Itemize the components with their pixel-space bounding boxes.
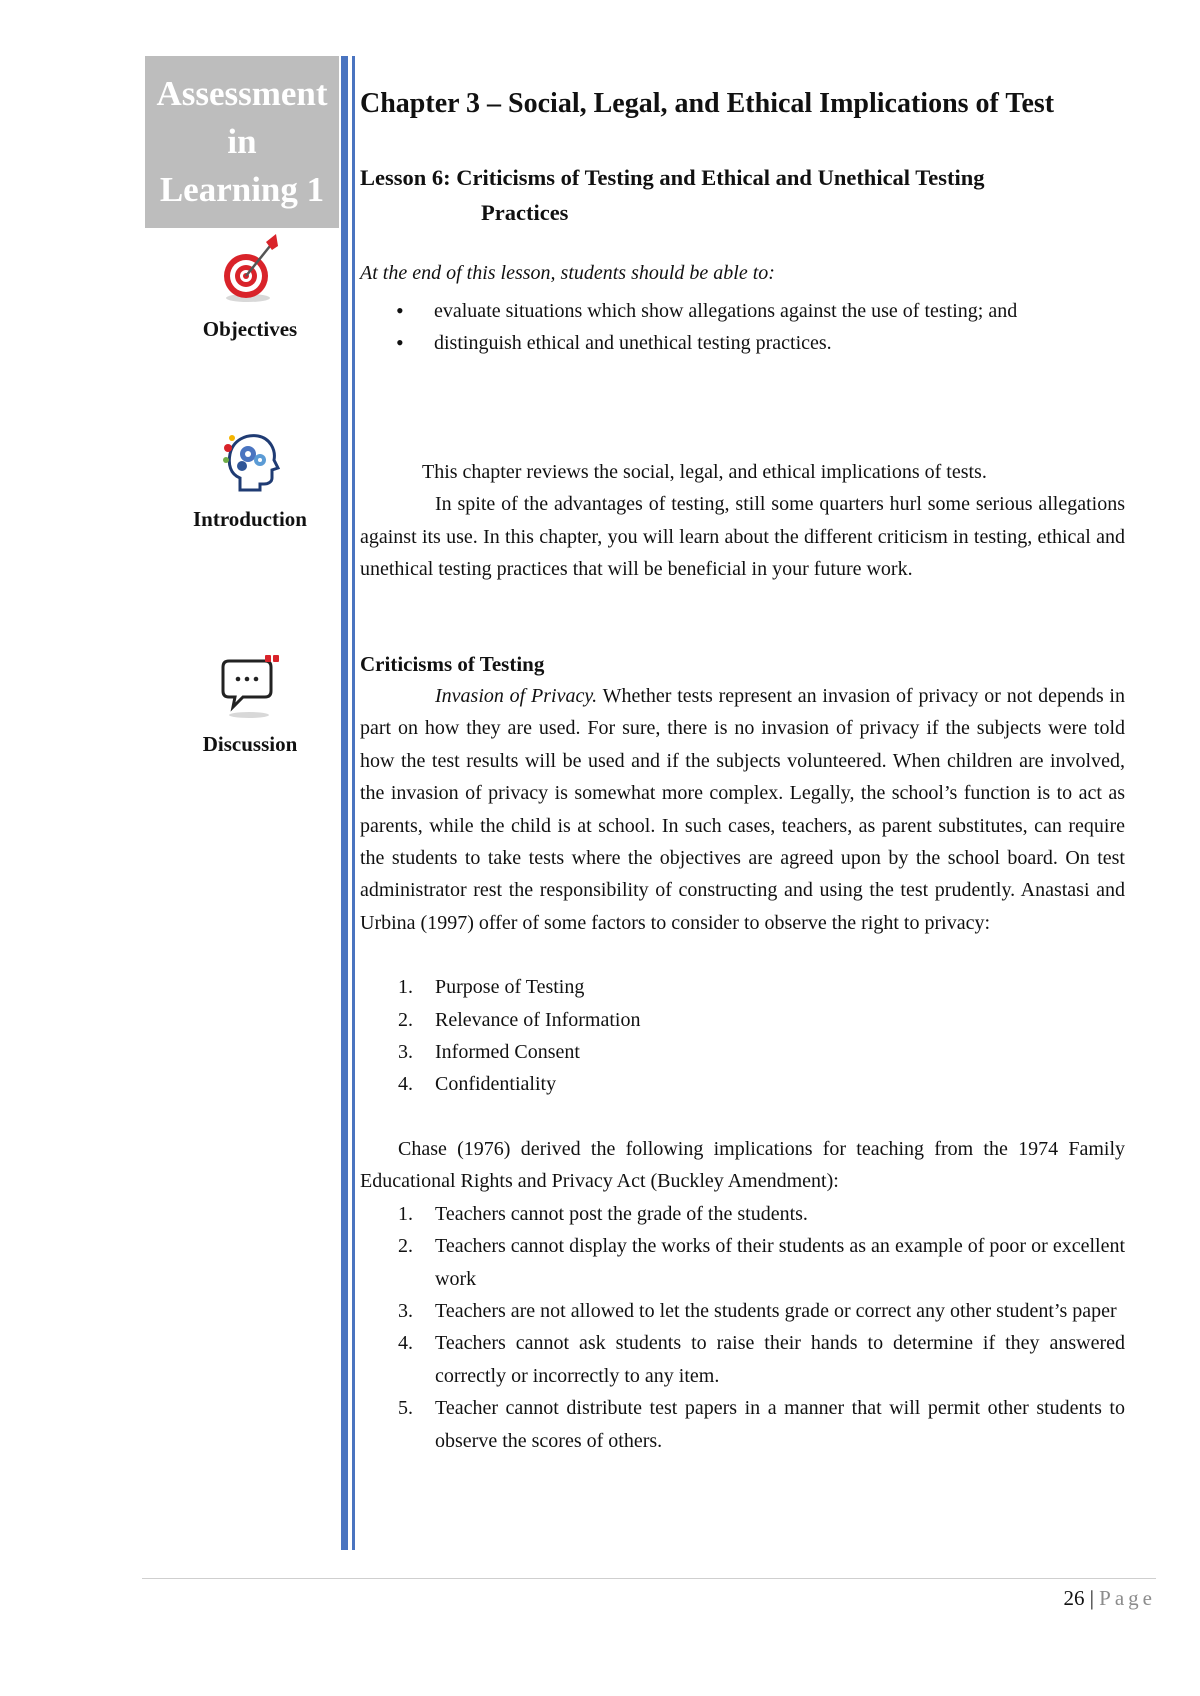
list-item <box>360 1295 1125 1327</box>
page-number-separator: | <box>1084 1586 1100 1610</box>
discussion-section <box>360 648 1125 1457</box>
list-item <box>360 1068 1125 1100</box>
list-item <box>360 1036 1125 1068</box>
list-text: Confidentiality <box>435 1073 557 1096</box>
vertical-rule-thin <box>352 56 355 1550</box>
objectives-intro: At the end of this lesson, students should be able to: <box>360 262 775 284</box>
list-item <box>360 1327 1125 1392</box>
speech-bubble-icon <box>221 655 279 719</box>
section-heading: Criticisms of Testing <box>360 652 545 676</box>
list-text: Teachers cannot display the works of their students as an example of poor or excellent work <box>435 1235 1125 1290</box>
sidebar-label-introduction: Introduction <box>193 507 307 531</box>
list-text: Relevance of Information <box>435 1008 641 1031</box>
list-number: 5. <box>398 1397 413 1420</box>
list-number: 3. <box>398 1041 413 1064</box>
sidebar-label-objectives: Objectives <box>202 317 298 341</box>
list-item: • evaluate situations which show allegations against the use of testing; and <box>396 295 1126 327</box>
sidebar-objectives <box>160 232 340 342</box>
invasion-of-privacy-text: Whether tests represent an invasion of privacy or not depends in part on how they are used. For sure, there is no invasion of privacy if the subjects were told how the test results will be used and if the subjects volunteered. When children are involved, the invasion of privacy is somewhat more complex. Legally, the school’s function is to act as parents, while the child is at school. In such cases, teachers, as parent substitutes, can require the students to take tests where the objectives are agreed upon by the school board. On test administrator rest the responsibility of constructing and using the test prudently. Anastasi and Urbina (1997) offer of some factors to consider to observe the right to privacy: <box>360 685 1125 934</box>
list-item <box>360 1198 1125 1230</box>
list-number: 4. <box>398 1332 413 1355</box>
chapter-title: Chapter 3 – Social, Legal, and Ethical Implications of Test <box>360 88 1055 119</box>
list-number: 2. <box>398 1008 413 1031</box>
list-number: 2. <box>398 1235 413 1258</box>
objectives-list <box>396 295 1126 359</box>
vertical-rule-thick <box>341 56 348 1550</box>
list-number: 1. <box>398 976 413 999</box>
footer-divider <box>142 1578 1156 1579</box>
invasion-of-privacy-paragraph <box>360 680 1125 939</box>
target-dart-icon <box>218 232 282 304</box>
course-title-line: in <box>227 122 257 161</box>
list-number: 3. <box>398 1299 413 1322</box>
term-invasion-of-privacy: Invasion of Privacy. <box>435 685 598 707</box>
head-gears-icon <box>220 428 280 494</box>
list-text: Teacher cannot distribute test papers in a manner that will permit other students to observe the scores of others. <box>435 1397 1125 1452</box>
list-text: Teachers cannot post the grade of the students. <box>435 1202 808 1225</box>
lesson-title-line1: Lesson 6: Criticisms of Testing and Ethical and Unethical Testing <box>360 165 985 190</box>
chase-intro-paragraph: Chase (1976) derived the following implications for teaching from the 1974 Family Educational Rights and Privacy Act (Buckley Amendment): <box>360 1137 1125 1193</box>
list-item <box>360 971 1125 1003</box>
list-text: Purpose of Testing <box>435 976 585 999</box>
teaching-implications-list <box>360 1198 1125 1457</box>
privacy-factors-list <box>360 971 1125 1101</box>
sidebar-label-discussion: Discussion <box>202 732 298 756</box>
lesson-title-line2: Practices <box>481 200 569 225</box>
sidebar-introduction <box>160 428 340 532</box>
page-word: Page <box>1099 1586 1156 1610</box>
list-item <box>360 1004 1125 1036</box>
intro-first-line: This chapter reviews the social, legal, and ethical implications of tests. <box>422 461 987 483</box>
sidebar-discussion <box>160 655 340 757</box>
course-title-box <box>145 56 339 228</box>
list-text: Teachers cannot ask students to raise their hands to determine if they answered correctly or incorrectly to any item. <box>435 1332 1125 1387</box>
page-number <box>1063 1586 1156 1611</box>
list-item: • distinguish ethical and unethical testing practices. <box>396 327 1126 359</box>
list-number: 1. <box>398 1202 413 1225</box>
list-number: 4. <box>398 1073 413 1096</box>
introduction-text <box>360 456 1125 586</box>
course-title-line: Assessment <box>156 74 328 113</box>
lesson-title <box>360 160 1125 230</box>
course-title-line: Learning 1 <box>159 170 325 209</box>
list-text: Informed Consent <box>435 1041 580 1064</box>
page-number-value: 26 <box>1063 1586 1085 1610</box>
list-item <box>360 1230 1125 1295</box>
intro-body: In spite of the advantages of testing, still some quarters hurl some serious allegations against its use. In this chapter, you will learn about the different criticism in testing, ethical and unethical testing practices that will be beneficial in your future work. <box>360 493 1125 581</box>
list-item <box>360 1392 1125 1457</box>
list-text: Teachers are not allowed to let the students grade or correct any other student’s paper <box>435 1299 1117 1322</box>
